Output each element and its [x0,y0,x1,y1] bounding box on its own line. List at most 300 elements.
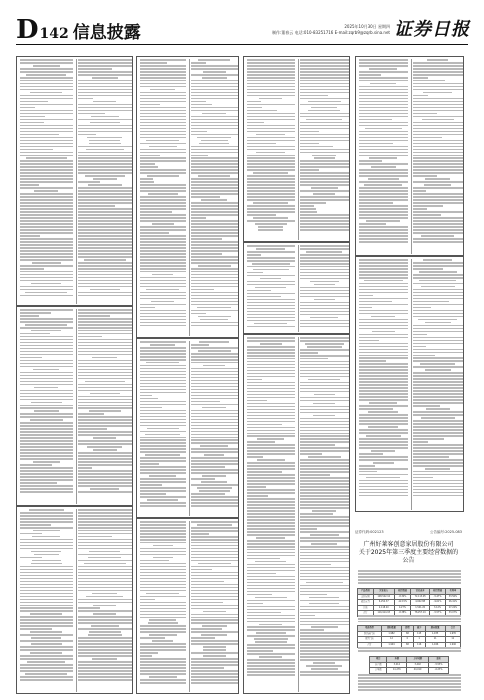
text-line [146,140,179,142]
text-line [359,360,386,362]
text-line [204,454,224,456]
text-line [247,397,296,399]
text-line [140,172,187,174]
text-line [191,676,238,678]
table-cell: 72,113.05 [411,594,430,600]
text-line [191,505,238,507]
text-line [20,208,74,210]
text-line [247,647,296,649]
text-line [20,381,74,383]
text-line [203,365,225,367]
text-line [300,409,349,411]
table-cell: 合计 [358,611,374,617]
text-line [247,531,296,533]
text-line [203,71,226,73]
text-line [78,339,132,341]
text-line [140,377,187,379]
text-line [140,560,170,562]
text-line [191,247,238,249]
text-line [140,220,187,222]
text-line [191,256,238,258]
text-line [191,401,220,403]
text-line [247,576,296,578]
text-line [358,689,461,691]
text-line [300,65,349,67]
text-line [78,587,132,589]
text-line [359,71,409,73]
text-line [247,594,273,596]
text-line [413,390,463,392]
text-line [20,587,74,589]
text-line [78,235,132,237]
text-line [20,437,74,439]
text-line [78,443,132,445]
text-line [413,489,463,491]
text-line [300,146,333,148]
text-line [140,283,187,285]
text-line [300,606,349,608]
text-line [20,575,74,577]
text-line [191,472,238,474]
text-line [20,71,74,73]
text-line [300,525,349,527]
text-line [191,217,206,219]
text-line [247,585,296,587]
text-line [359,62,409,64]
text-line [20,122,45,124]
text-line [78,676,132,678]
text-line [20,413,74,415]
text-line [359,277,409,279]
text-column [357,59,410,254]
text-line [359,357,409,359]
text-line [413,62,463,64]
text-line [247,190,296,192]
text-line [31,283,61,285]
text-line [140,655,153,657]
text-line [91,625,119,627]
text-line [413,95,428,97]
text-line [247,181,296,183]
text-line [413,289,463,291]
text-line [140,353,187,355]
text-line [300,641,349,643]
text-line [86,596,123,598]
text-line [78,366,132,368]
text-line [413,238,463,240]
text-line [300,382,349,384]
text-line [359,137,409,139]
text-line [89,631,121,633]
text-line [140,347,187,349]
text-line [140,661,187,663]
text-line [20,485,74,487]
text-line [78,190,132,192]
text-line [20,360,74,362]
text-line [370,83,396,85]
text-line [191,214,238,216]
text-line [247,412,296,414]
text-line [253,172,288,174]
text-line [78,157,132,159]
text-line [247,275,296,277]
text-line [300,391,349,393]
text-line [359,202,394,204]
text-line [20,163,74,165]
text-line [20,467,74,469]
text-line [20,425,74,427]
text-line [140,163,156,165]
text-line [191,682,238,684]
text-line [359,465,376,467]
text-line [146,362,179,364]
text-line [78,428,107,430]
text-line [191,404,238,406]
text-line [78,434,132,436]
page-header [0,0,484,50]
text-line [202,77,227,79]
text-line [140,551,187,553]
text-line [78,199,132,201]
text-column [356,570,462,585]
text-line [34,190,58,192]
text-line [78,83,132,85]
text-line [359,292,409,294]
text-line [247,612,281,614]
text-line [20,584,74,586]
text-line [140,533,187,535]
text-line [300,441,349,443]
text-line [247,435,296,437]
text-line [359,384,409,386]
text-line [413,426,463,428]
text-line [300,89,349,91]
contact-line: 制作:董春云 电话:010-83251716 E-mail:zqrb9@zqrb.sina.net [271,30,390,35]
text-line [300,671,349,673]
text-line [359,271,409,273]
text-line [87,137,122,139]
text-line [140,86,187,88]
text-line [359,92,409,94]
text-line [78,655,132,657]
text-line [311,187,338,189]
text-line [371,450,395,452]
text-line [197,487,232,489]
text-line [203,646,226,648]
text-line [20,590,74,592]
text-line [300,275,349,277]
text-line [20,596,74,598]
text-line [84,259,126,261]
column-1-lower [16,506,133,694]
text-line [191,640,238,642]
text-line [140,469,187,471]
text-line [78,369,132,371]
text-line [191,431,238,433]
text-line [140,521,187,523]
text-line [86,149,124,151]
text-line [413,313,463,315]
text-line [191,368,238,370]
text-line [191,205,238,207]
text-line [140,160,187,162]
text-line [413,360,463,362]
text-line [149,619,176,621]
table-cell: 4.27% [394,605,410,611]
text-line [78,521,132,523]
text-line [300,269,349,271]
text-line [20,199,74,201]
text-line [300,459,349,461]
text-line [358,579,461,581]
text-line [140,374,187,376]
text-line [78,80,132,82]
text-line [366,477,400,479]
text-line [247,409,296,411]
text-line [306,119,342,121]
text-line [247,600,296,602]
text-line [140,643,187,645]
text-line [78,65,132,67]
table-cell: 产品类别 [358,589,374,595]
text-line [300,116,349,118]
text-line [413,298,463,300]
text-line [140,539,187,541]
text-line [78,422,132,424]
text-line [300,290,349,292]
text-line [140,401,187,403]
text-line [300,495,349,497]
text-line [20,619,74,621]
text-line [78,226,132,228]
text-line [20,77,74,79]
text-line [247,119,296,121]
text-line [247,116,296,118]
text-line [359,217,409,219]
text-column [411,59,465,254]
text-line [413,131,463,133]
text-line [78,330,132,332]
text-line [140,442,187,444]
table-cell: 1,946 [445,642,460,648]
text-line [20,407,74,409]
text-line [191,157,238,159]
text-line [300,104,349,106]
text-line [413,375,463,377]
text-line [247,444,296,446]
text-line [198,350,231,352]
text-column [411,259,465,510]
text-line [247,299,296,301]
text-line [20,572,74,574]
text-line [191,469,238,471]
text-line [140,152,187,154]
text-line [140,178,154,180]
text-line [413,495,463,497]
text-line [413,160,463,162]
text-line [247,388,296,390]
table-cell: 同比增减 [430,589,446,595]
text-line [78,160,132,162]
text-line [140,181,154,183]
text-line [191,374,238,376]
text-line [20,214,74,216]
text-line [20,649,74,651]
text-line [140,307,155,309]
text-line [359,429,409,431]
text-line [191,484,238,486]
text-line [358,582,461,584]
text-line [247,149,296,151]
text-line [78,515,132,517]
text-line [78,378,132,380]
text-line [413,325,463,327]
text-line [300,570,349,572]
table-cell: 78,257.19 [411,611,430,617]
text-line [140,295,187,297]
text-line [300,564,331,566]
text-line [78,476,132,478]
text-line [78,425,132,427]
text-line [300,632,349,634]
text-line [300,549,349,551]
text-line [413,441,428,443]
text-line [413,199,463,201]
text-line [300,644,349,646]
text-line [20,488,74,490]
text-line [140,527,187,529]
text-line [191,386,238,388]
text-line [140,280,187,282]
text-line [191,395,238,397]
text-column [298,337,351,692]
text-line [78,545,132,547]
text-line [20,107,35,109]
text-line [300,205,314,207]
text-line [300,635,349,637]
text-line [191,557,238,559]
text-line [413,459,463,461]
text-line [413,74,463,76]
table-cell: 本期 [387,657,407,663]
text-line [140,383,187,385]
text-line [300,418,349,420]
text-line [300,302,349,304]
text-line [247,104,296,106]
text-line [247,489,296,491]
text-line [78,169,132,171]
text-line [191,631,238,633]
text-line [413,193,463,195]
text-line [78,238,132,240]
text-line [140,95,187,97]
text-line [140,262,187,264]
text-line [359,211,409,213]
text-line [140,448,187,450]
text-line [140,422,187,424]
text-line [300,311,349,313]
text-line [20,569,74,571]
text-line [78,479,132,481]
text-line [30,631,62,633]
text-line [413,486,463,488]
text-line [247,214,276,216]
text-line [92,658,117,660]
text-line [419,271,457,273]
text-line [247,525,296,527]
text-line [247,644,296,646]
text-line [359,149,409,151]
text-line [413,223,463,225]
text-line [358,621,461,622]
text-line [30,613,62,615]
text-line [78,485,132,487]
text-line [87,446,122,448]
text-line [191,181,238,183]
text-line [308,101,341,103]
text-line [140,166,159,168]
text-line [191,548,238,550]
text-line [191,125,238,127]
text-line [140,487,187,489]
text-line [140,68,187,70]
text-line [413,134,463,136]
text-line [423,92,452,94]
text-line [140,316,187,318]
text-line [153,545,173,547]
text-line [413,357,463,359]
text-line [359,80,409,82]
text-line [255,287,286,289]
text-line [247,424,283,426]
text-line [300,624,349,626]
table-cell: 减少 [413,626,425,632]
text-line [78,110,132,112]
text-line [311,543,337,545]
text-line [413,331,463,333]
text-line [413,217,463,219]
text-line [140,149,187,151]
text-line [20,667,74,669]
text-line [140,608,187,610]
text-line [20,253,74,255]
text-line [300,59,349,61]
text-column [76,309,134,504]
column-1-middle [16,306,133,506]
text-line [359,423,409,425]
text-line [359,238,409,240]
text-line [300,128,349,130]
text-line [413,334,427,336]
text-line [78,539,132,541]
text-line [20,318,74,320]
text-line [25,673,67,675]
text-line [413,226,463,228]
text-line [359,265,409,267]
text-line [300,175,349,177]
text-column [357,259,410,510]
text-line [247,495,269,497]
text-line [247,355,296,357]
text-line [247,394,296,396]
text-line [78,241,132,243]
text-line [191,131,207,133]
text-line [413,384,463,386]
text-line [140,590,187,592]
text-line [140,472,187,474]
text-line [256,537,285,539]
text-line [368,178,399,180]
